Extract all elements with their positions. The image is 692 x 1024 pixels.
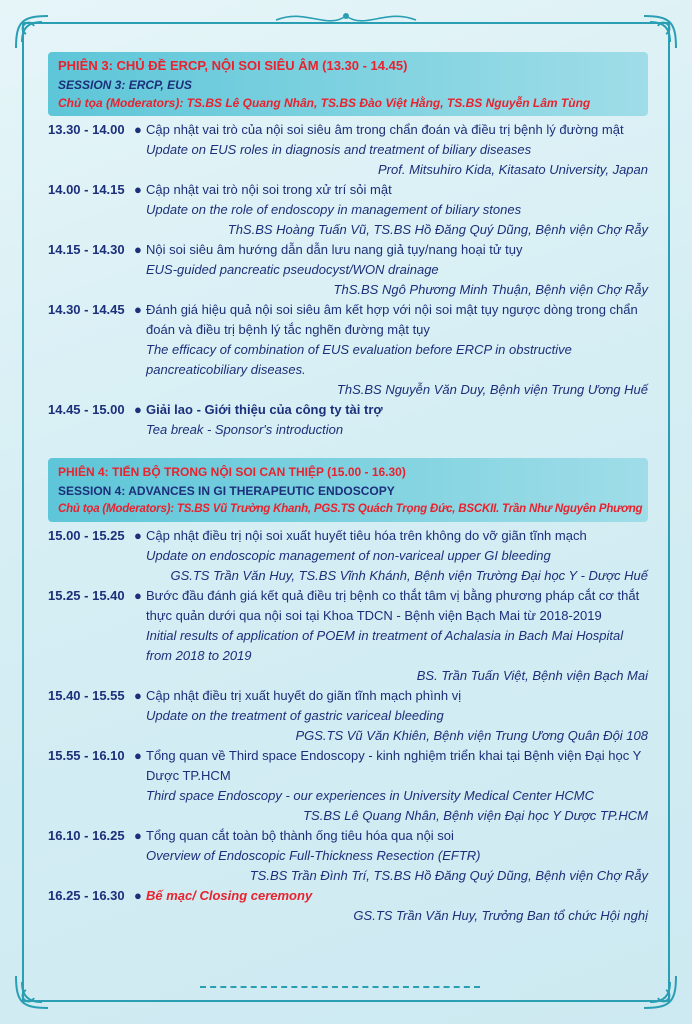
time-slot: 15.40 - 15.55	[48, 688, 125, 703]
time-slot: 14.15 - 14.30	[48, 242, 125, 257]
time-slot: 14.30 - 14.45	[48, 302, 125, 317]
time-slot: 15.00 - 15.25	[48, 528, 125, 543]
time-slot: 16.25 - 16.30	[48, 888, 125, 903]
talk-title-en: Update on endoscopic management of non-variceal upper GI bleeding	[146, 548, 551, 563]
speaker: ThS.BS Nguyễn Văn Duy, Bệnh viện Trung Ương Huế	[336, 382, 648, 397]
break-title-en: Tea break - Sponsor's introduction	[146, 422, 344, 437]
closing-ceremony: Bế mạc/ Closing ceremony	[146, 888, 313, 903]
schedule-item	[48, 826, 648, 886]
bullet-icon: ●	[134, 588, 142, 603]
break-title-vi: Giải lao - Giới thiệu của công ty tài trợ	[146, 402, 383, 417]
schedule-item	[48, 240, 648, 300]
time-slot: 14.45 - 15.00	[48, 402, 125, 417]
schedule-item	[48, 586, 648, 686]
divider	[200, 986, 480, 988]
schedule-item	[48, 300, 648, 400]
ornament-top-icon	[266, 8, 426, 30]
session-4-header	[48, 458, 648, 522]
time-slot: 16.10 - 16.25	[48, 828, 125, 843]
speaker: BS. Trần Tuấn Việt, Bệnh viện Bạch Mai	[416, 668, 648, 683]
bullet-icon: ●	[134, 528, 142, 543]
time-slot: 15.55 - 16.10	[48, 748, 125, 763]
bullet-icon: ●	[134, 182, 142, 197]
session-4-moderators: Chủ tọa (Moderators): TS.BS Vũ Trường Khanh, PGS.TS Quách Trọng Đức, BSCKII. Trần Như Nguyên Phương	[58, 503, 643, 515]
talk-title-en: EUS-guided pancreatic pseudocyst/WON drainage	[146, 262, 439, 277]
session-4-subtitle: SESSION 4: ADVANCES IN GI THERAPEUTIC ENDOSCOPY	[58, 484, 395, 498]
talk-title-en: The efficacy of combination of EUS evaluation before ERCP in obstructive pancreaticobiliary diseases.	[146, 342, 572, 377]
talk-title-en: Update on EUS roles in diagnosis and treatment of biliary diseases	[146, 142, 532, 157]
time-slot: 13.30 - 14.00	[48, 122, 125, 137]
bullet-icon: ●	[134, 402, 142, 417]
talk-title-vi: Cập nhật vai trò của nội soi siêu âm trong chẩn đoán và điều trị bệnh lý đường mật	[146, 122, 624, 137]
schedule-item	[48, 400, 648, 440]
schedule-item	[48, 746, 648, 826]
talk-title-vi: Cập nhật điều trị xuất huyết do giãn tĩnh mạch phình vị	[146, 688, 462, 703]
speaker: TS.BS Lê Quang Nhân, Bệnh viện Đại học Y Dược TP.HCM	[303, 808, 648, 823]
schedule-item	[48, 526, 648, 586]
corner-ornament-icon	[12, 12, 52, 52]
talk-title-en: Update on the role of endoscopy in management of biliary stones	[146, 202, 522, 217]
schedule-item	[48, 686, 648, 746]
speaker: ThS.BS Ngô Phương Minh Thuận, Bệnh viện Chợ Rẫy	[333, 282, 648, 297]
speaker: PGS.TS Vũ Văn Khiên, Bệnh viện Trung Ương Quân Đội 108	[295, 728, 648, 743]
talk-title-vi: Nội soi siêu âm hướng dẫn dẫn lưu nang giả tụy/nang hoại tử tụy	[146, 242, 523, 257]
schedule-item	[48, 180, 648, 240]
talk-title-en: Initial results of application of POEM in treatment of Achalasia in Bach Mai Hospital from 2018 to 2019	[146, 628, 624, 663]
talk-title-vi: Cập nhật vai trò nội soi trong xử trí sỏi mật	[146, 182, 392, 197]
talk-title-en: Overview of Endoscopic Full-Thickness Resection (EFTR)	[146, 848, 481, 863]
time-slot: 14.00 - 14.15	[48, 182, 125, 197]
schedule-item	[48, 120, 648, 180]
speaker: GS.TS Trần Văn Huy, Trưởng Ban tổ chức Hội nghị	[353, 908, 648, 923]
speaker: ThS.BS Hoàng Tuấn Vũ, TS.BS Hồ Đăng Quý Dũng, Bệnh viện Chợ Rẫy	[227, 222, 648, 237]
speaker: GS.TS Trần Văn Huy, TS.BS Vĩnh Khánh, Bệnh viện Trường Đại học Y - Dược Huế	[170, 568, 648, 583]
talk-title-en: Update on the treatment of gastric variceal bleeding	[146, 708, 444, 723]
corner-ornament-icon	[12, 972, 52, 1012]
bullet-icon: ●	[134, 122, 142, 137]
talk-title-vi: Cập nhật điều trị nội soi xuất huyết tiêu hóa trên không do vỡ giãn tĩnh mạch	[146, 528, 587, 543]
talk-title-vi: Tổng quan cắt toàn bộ thành ống tiêu hóa qua nội soi	[146, 828, 454, 843]
session-3-subtitle: SESSION 3: ERCP, EUS	[58, 78, 192, 92]
talk-title-en: Third space Endoscopy - our experiences in University Medical Center HCMC	[146, 788, 594, 803]
speaker: TS.BS Trần Đình Trí, TS.BS Hồ Đăng Quý Dũng, Bệnh viện Chợ Rẫy	[249, 868, 648, 883]
talk-title-vi: Tổng quan về Third space Endoscopy - kinh nghiệm triển khai tại Bệnh viện Đại học Y Dược TP.HCM	[146, 748, 642, 783]
bullet-icon: ●	[134, 302, 142, 317]
bullet-icon: ●	[134, 748, 142, 763]
corner-ornament-icon	[640, 972, 680, 1012]
bullet-icon: ●	[134, 242, 142, 257]
speaker: Prof. Mitsuhiro Kida, Kitasato University, Japan	[378, 162, 648, 177]
bullet-icon: ●	[134, 888, 142, 903]
schedule-item	[48, 886, 648, 926]
talk-title-vi: Bước đầu đánh giá kết quả điều trị bệnh co thắt tâm vị bằng phương pháp cắt cơ thắt thực quản dưới qua nội soi tại Khoa TDCN - Bệnh viện Bạch Mai từ 2018-2019	[146, 588, 640, 623]
bullet-icon: ●	[134, 688, 142, 703]
session-3-title: PHIÊN 3: CHỦ ĐỀ ERCP, NỘI SOI SIÊU ÂM (13.30 - 14.45)	[58, 58, 408, 73]
talk-title-vi: Đánh giá hiệu quả nội soi siêu âm kết hợp với nội soi mật tụy ngược dòng trong chẩn đoán và điều trị bệnh lý tắc nghẽn đường mật tụy	[146, 302, 638, 337]
time-slot: 15.25 - 15.40	[48, 588, 125, 603]
session-4-title: PHIÊN 4: TIẾN BỘ TRONG NỘI SOI CAN THIỆP (15.00 - 16.30)	[58, 465, 406, 479]
session-3-moderators: Chủ tọa (Moderators): TS.BS Lê Quang Nhân, TS.BS Đào Việt Hằng, TS.BS Nguyễn Lâm Tùng	[58, 96, 591, 110]
bullet-icon: ●	[134, 828, 142, 843]
program-content	[48, 44, 648, 926]
session-3-header	[48, 52, 648, 116]
